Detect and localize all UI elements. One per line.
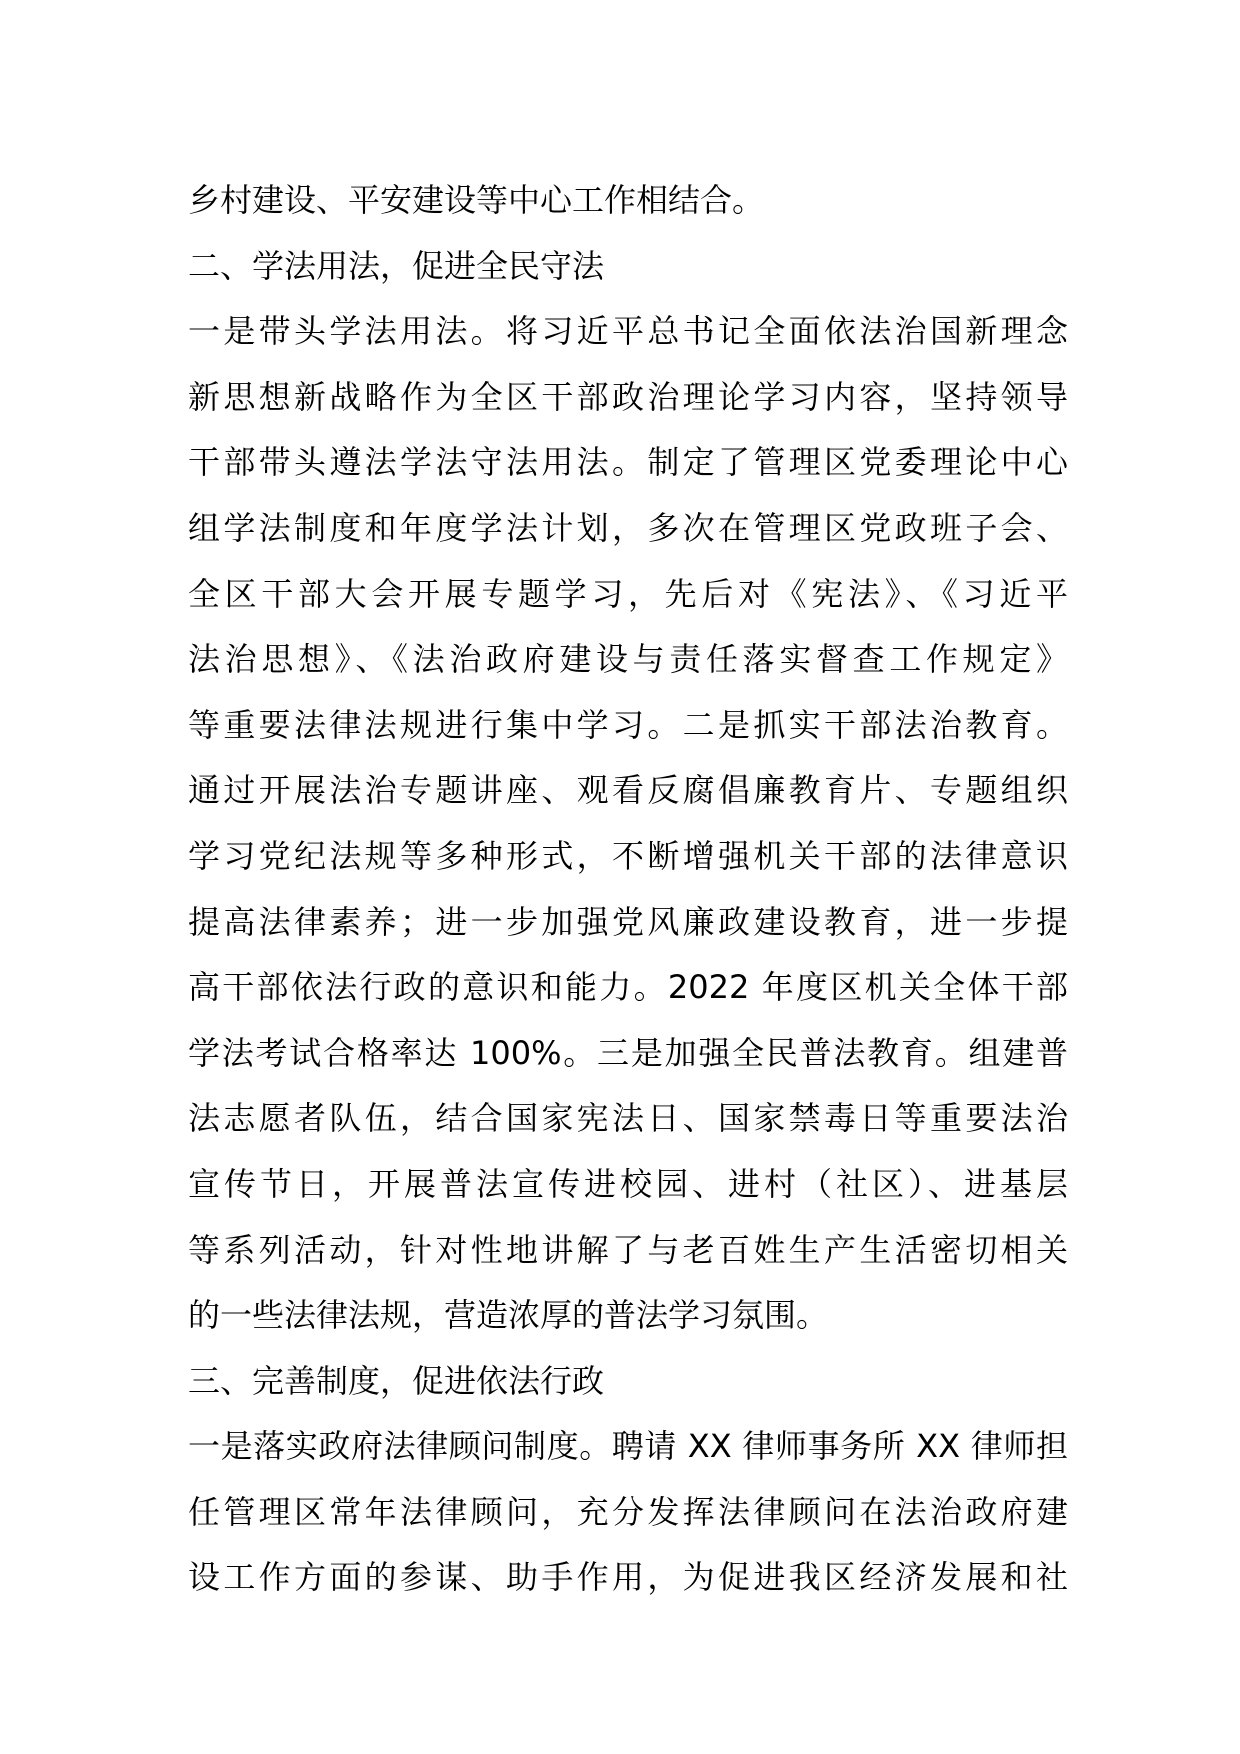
text-line: 高干部依法行政的意识和能力。2022 年度区机关全体干部 (188, 968, 1068, 1007)
text-line: 组学法制度和年度学法计划，多次在管理区党政班子会、 (188, 508, 1068, 547)
section-heading: 二、学法用法，促进全民守法 (188, 246, 605, 285)
text-line: 一是落实政府法律顾问制度。聘请 XX 律师事务所 XX 律师担 (188, 1427, 1068, 1466)
body-text (188, 168, 1068, 1611)
text-line: 干部带头遵法学法守法用法。制定了管理区党委理论中心 (188, 443, 1068, 482)
text-line: 任管理区常年法律顾问，充分发挥法律顾问在法治政府建 (188, 1492, 1068, 1531)
text-line: 提高法律素养；进一步加强党风廉政建设教育，进一步提 (188, 902, 1068, 941)
text-line: 乡村建设、平安建设等中心工作相结合。 (188, 181, 765, 219)
text-line: 一是带头学法用法。将习近平总书记全面依法治国新理念 (188, 312, 1068, 351)
text-line: 等重要法律法规进行集中学习。二是抓实干部法治教育。 (188, 705, 1068, 744)
text-line: 设工作方面的参谋、助手作用，为促进我区经济发展和社 (188, 1558, 1068, 1597)
text-line: 的一些法律法规，营造浓厚的普法学习氛围。 (188, 1296, 829, 1335)
text-line: 通过开展法治专题讲座、观看反腐倡廉教育片、专题组织 (188, 771, 1068, 810)
text-line: 全区干部大会开展专题学习，先后对《宪法》、《习近平 (188, 574, 1068, 613)
text-line: 法治思想》、《法治政府建设与责任落实督查工作规定》 (188, 640, 1068, 679)
text-line: 法志愿者队伍，结合国家宪法日、国家禁毒日等重要法治 (188, 1099, 1068, 1138)
text-line: 学法考试合格率达 100%。三是加强全民普法教育。组建普 (188, 1033, 1068, 1072)
section-heading: 三、完善制度，促进依法行政 (188, 1361, 605, 1400)
text-line: 新思想新战略作为全区干部政治理论学习内容，坚持领导 (188, 377, 1068, 416)
text-line: 等系列活动，针对性地讲解了与老百姓生产生活密切相关 (188, 1230, 1068, 1269)
text-line: 学习党纪法规等多种形式，不断增强机关干部的法律意识 (188, 836, 1068, 875)
text-line: 宣传节日，开展普法宣传进校园、进村（社区）、进基层 (188, 1164, 1068, 1203)
